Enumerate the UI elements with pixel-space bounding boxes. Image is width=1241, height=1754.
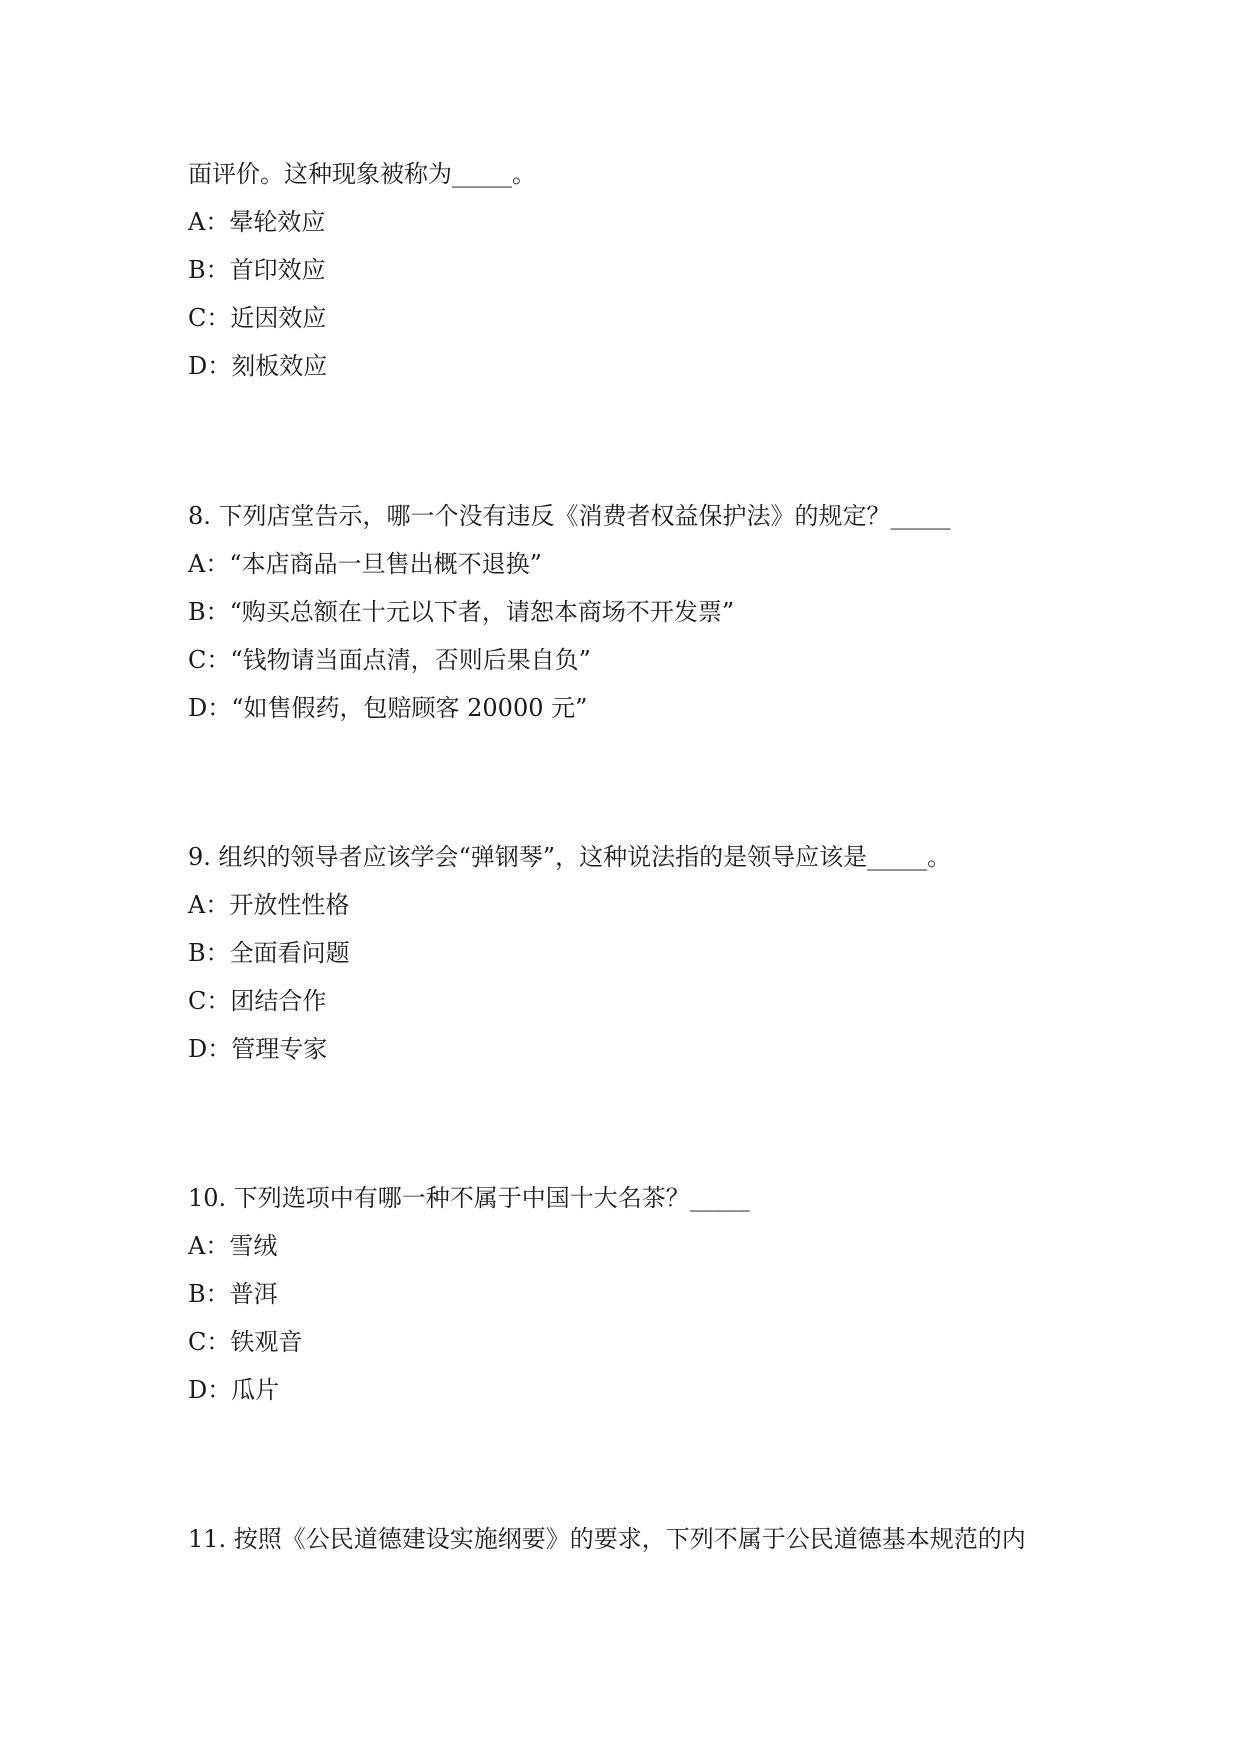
q9-stem: 9. 组织的领导者应该学会“弹钢琴”，这种说法指的是领导应该是_____。 <box>188 843 952 871</box>
q8-option-d: D：“如售假药，包赔顾客 20000 元” <box>188 694 588 722</box>
q10-option-d: D：瓜片 <box>188 1376 280 1404</box>
q10-option-c: C：铁观音 <box>188 1328 303 1356</box>
q8-option-a: A：“本店商品一旦售出概不退换” <box>188 550 542 578</box>
q9-option-c: C：团结合作 <box>188 987 327 1015</box>
q9-option-a: A：开放性性格 <box>188 891 350 919</box>
q10-option-a: A：雪绒 <box>188 1232 278 1260</box>
q10-stem: 10. 下列选项中有哪一种不属于中国十大名茶？_____ <box>188 1184 750 1212</box>
q9-option-b: B：全面看问题 <box>188 939 350 967</box>
q8-stem: 8. 下列店堂告示，哪一个没有违反《消费者权益保护法》的规定？_____ <box>188 502 951 530</box>
q7-option-a: A：晕轮效应 <box>188 208 326 236</box>
q7-stem-end: 面评价。这种现象被称为_____。 <box>188 160 536 188</box>
q7-option-b: B：首印效应 <box>188 256 326 284</box>
q11-stem: 11. 按照《公民道德建设实施纲要》的要求，下列不属于公民道德基本规范的内 <box>188 1525 1026 1553</box>
q10-option-b: B：普洱 <box>188 1280 278 1308</box>
q8-option-b: B：“购买总额在十元以下者，请恕本商场不开发票” <box>188 598 735 626</box>
q9-option-d: D：管理专家 <box>188 1035 328 1063</box>
q7-option-c: C：近因效应 <box>188 304 327 332</box>
q8-option-c: C：“钱物请当面点清，否则后果自负” <box>188 646 591 674</box>
q7-option-d: D：刻板效应 <box>188 352 328 380</box>
